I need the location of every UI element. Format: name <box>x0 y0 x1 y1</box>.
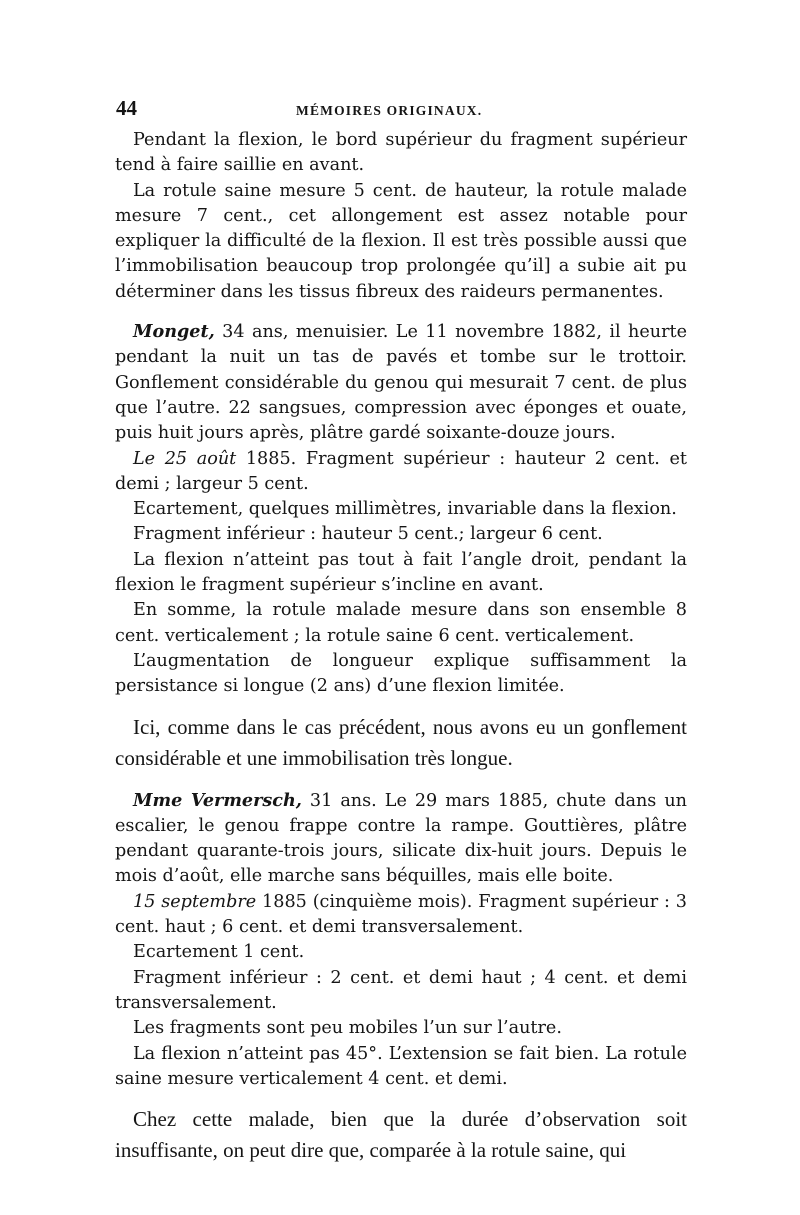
page-header <box>116 96 686 126</box>
page-number: 44 <box>116 96 137 120</box>
paragraph: L’augmentation de longueur explique suffisamment la persistance si longue (2 ans) d’une flexion limitée. <box>115 650 687 697</box>
paragraph: La flexion n’atteint pas 45°. L’extension se fait bien. La rotule saine mesure verticalement 4 cent. et demi. <box>115 1043 687 1089</box>
commentary-paragraph: Ici, comme dans le cas précédent, nous avons eu un gonflement considérable et une immobilisation très longue. <box>115 714 687 770</box>
paragraph: Pendant la flexion, le bord supérieur du fragment supérieur tend à faire saillie en avant. <box>115 130 687 176</box>
case-text: 31 ans. Le 29 mars 1885, chute dans un escalier, le genou frappe contre la rampe. Gouttières, plâtre pendant quarante-trois jours, silicate dix-huit jours. Depuis le mois d’août, elle marche sans béquilles, mais elle boite. <box>115 790 687 887</box>
patient-name: Monget, <box>133 321 215 343</box>
commentary-paragraph: Chez cette malade, bien que la durée d’observation soit insuffisante, on peut dire que, comparée à la rotule saine, qui <box>115 1107 687 1163</box>
exam-date: Le 25 août <box>133 448 237 469</box>
paragraph: Ecartement 1 cent. <box>133 942 305 963</box>
patient-name: Mme Vermersch, <box>133 789 302 811</box>
paragraph <box>115 447 687 498</box>
running-head: MÉMOIRES ORIGINAUX. <box>296 103 483 118</box>
paragraph: Fragment inférieur : hauteur 5 cent.; largeur 6 cent. <box>133 524 603 545</box>
paragraph: La flexion n’atteint pas tout à fait l’angle droit, pendant la flexion le fragment supérieur s’incline en avant. <box>115 549 687 596</box>
paragraph: Fragment inférieur : 2 cent. et demi haut ; 4 cent. et demi transversalement. <box>115 967 687 1013</box>
case-observation-vermersch <box>115 788 687 890</box>
paragraph: La rotule saine mesure 5 cent. de hauteur, la rotule malade mesure 7 cent., cet allongement est assez notable pour expliquer la difficulté de la flexion. Il est très possible aussi que l’immobilisation beaucoup trop prolongée qu’il] a subie ait pu déterminer dans les tissus fibreux des raideurs permanentes. <box>115 180 687 302</box>
paragraph: Les fragments sont peu mobiles l’un sur l’autre. <box>133 1018 562 1039</box>
exam-date: 15 septembre <box>133 891 257 912</box>
paragraph <box>115 890 687 941</box>
paragraph-text: 1885 (cinquième mois). Fragment supérieur : 3 cent. haut ; 6 cent. et demi transversalement. <box>115 891 687 938</box>
paragraph: Ecartement, quelques millimètres, invariable dans la flexion. <box>133 499 677 520</box>
paragraph-text: 1885. Fragment supérieur : hauteur 2 cent. et demi ; largeur 5 cent. <box>115 448 687 494</box>
case-observation-monget <box>115 319 687 446</box>
case-text: 34 ans, menuisier. Le 11 novembre 1882, il heurte pendant la nuit un tas de pavés et tombe sur le trottoir. Gonflement considérable du genou qui mesurait 7 cent. de plus que l’autre. 22 sangsues, compression avec éponges et ouate, puis huit jours après, plâtre gardé soixante-douze jours. <box>115 322 687 444</box>
page-body <box>115 128 687 1166</box>
paragraph: En somme, la rotule malade mesure dans son ensemble 8 cent. verticalement ; la rotule saine 6 cent. verticalement. <box>115 600 687 646</box>
